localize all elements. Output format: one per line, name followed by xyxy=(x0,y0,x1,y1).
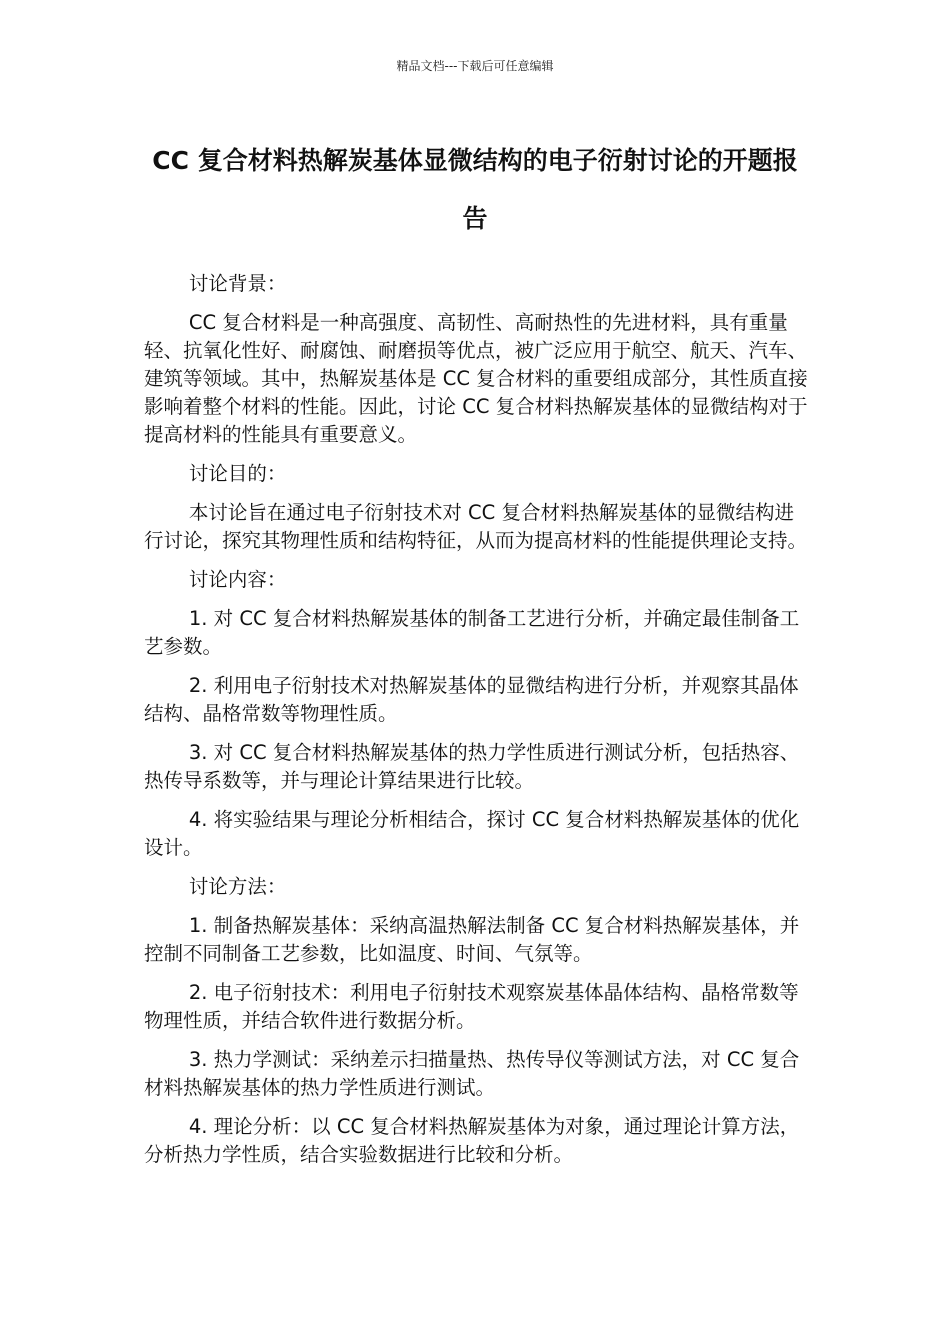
content-heading: 讨论内容： xyxy=(188,568,287,591)
content-item: 2. 利用电子衍射技术对热解炭基体的显微结构进行分析，并观察其晶体结构、晶格常数等物理性质。 xyxy=(144,674,799,725)
content-item: 3. 对 CC 复合材料热解炭基体的热力学性质进行测试分析，包括热容、热传导系数等，并与理论计算结果进行比较。 xyxy=(144,741,800,792)
purpose-heading: 讨论目的： xyxy=(188,462,287,485)
content-item: 1. 对 CC 复合材料热解炭基体的制备工艺进行分析，并确定最佳制备工艺参数。 xyxy=(144,607,800,658)
method-heading: 讨论方法： xyxy=(188,875,287,898)
method-item: 2. 电子衍射技术：利用电子衍射技术观察炭基体晶体结构、晶格常数等物理性质，并结合软件进行数据分析。 xyxy=(144,981,799,1032)
content-item: 4. 将实验结果与理论分析相结合，探讨 CC 复合材料热解炭基体的优化设计。 xyxy=(144,808,800,859)
document-body xyxy=(144,270,808,1180)
method-item: 1. 制备热解炭基体：采纳高温热解法制备 CC 复合材料热解炭基体，并控制不同制备工艺参数，比如温度、时间、气氛等。 xyxy=(144,914,800,965)
page-title: CC 复合材料热解炭基体显微结构的电子衍射讨论的开题报告 xyxy=(152,146,798,233)
method-item: 4. 理论分析：以 CC 复合材料热解炭基体为对象，通过理论计算方法，分析热力学性质，结合实验数据进行比较和分析。 xyxy=(144,1115,800,1166)
background-heading: 讨论背景： xyxy=(188,272,287,295)
background-text: CC 复合材料是一种高强度、高韧性、高耐热性的先进材料，具有重量轻、抗氧化性好、耐腐蚀、耐磨损等优点，被广泛应用于航空、航天、汽车、建筑等领域。其中，热解炭基体是 CC 复合材料的重要组成部分，其性质直接影响着整个材料的性能。因此，讨论 CC 复合材料热解炭基体的显微结构对于提高材料的性能具有重要意义。 xyxy=(144,311,808,446)
purpose-text: 本讨论旨在通过电子衍射技术对 CC 复合材料热解炭基体的显微结构进行讨论，探究其物理性质和结构特征，从而为提高材料的性能提供理论支持。 xyxy=(144,501,808,552)
method-item: 3. 热力学测试：采纳差示扫描量热、热传导仪等测试方法，对 CC 复合材料热解炭基体的热力学性质进行测试。 xyxy=(144,1048,800,1099)
header-note: 精品文档---下载后可任意编辑 xyxy=(396,59,554,73)
